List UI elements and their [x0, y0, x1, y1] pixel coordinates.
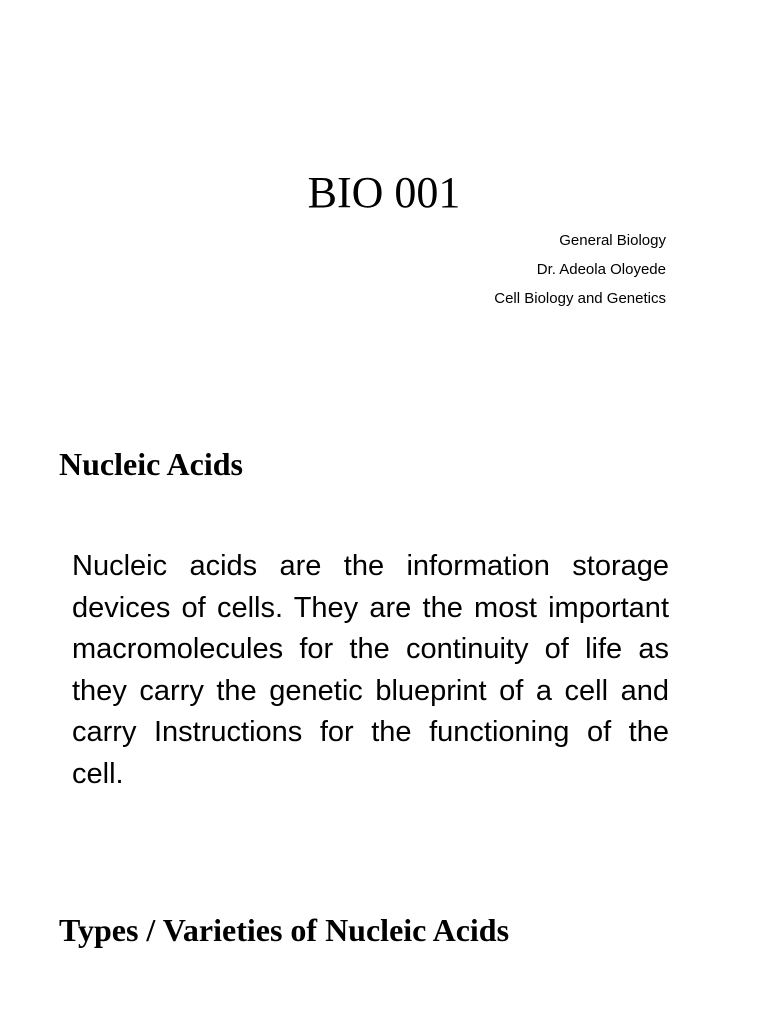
section-heading-nucleic-acids: Nucleic Acids [59, 446, 243, 482]
course-name: General Biology [559, 232, 666, 249]
topic-name: Cell Biology and Genetics [494, 290, 666, 307]
document-meta [494, 226, 666, 313]
document-title: BIO 001 [307, 168, 461, 217]
section-body-nucleic-acids: Nucleic acids are the information storage devices of cells. They are the most important macromolecules for the continuity of life as they carry the genetic blueprint of a cell and carry Instructions for the functioning of the cell. [72, 550, 669, 790]
instructor-name: Dr. Adeola Oloyede [536, 261, 666, 278]
section-heading-types: Types / Varieties of Nucleic Acids [59, 912, 510, 948]
